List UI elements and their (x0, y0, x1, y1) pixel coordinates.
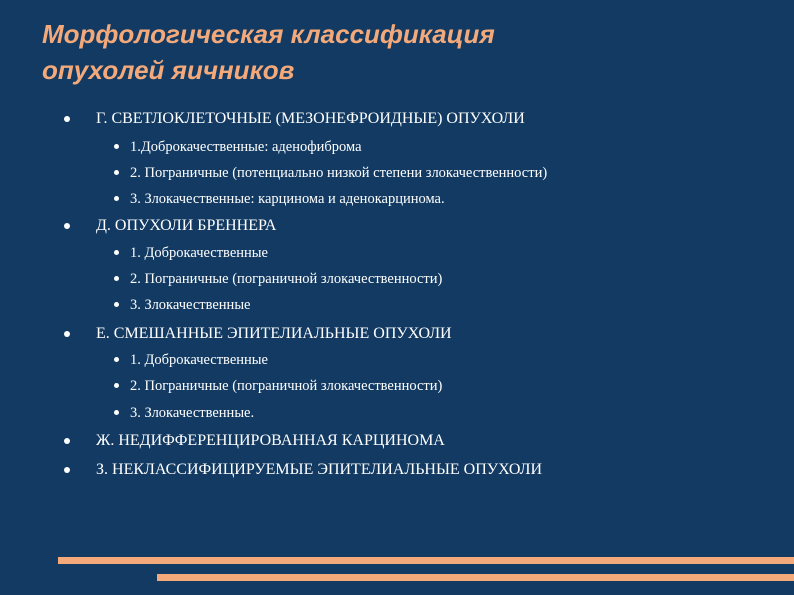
sub-item (130, 270, 442, 288)
list-item-e (96, 324, 452, 344)
sub-item (130, 244, 268, 262)
list-item-label: Ж. НЕДИФФЕРЕНЦИРОВАННАЯ КАРЦИНОМА (96, 432, 445, 449)
sub-item-label: 2. Пограничные (пограничной злокачественности) (130, 378, 443, 394)
bullet-icon (64, 438, 70, 444)
list-item-z (96, 460, 542, 480)
list-item-d (96, 216, 276, 236)
slide-title-line-2: опухолей яичников (42, 55, 295, 85)
list-item-g (96, 109, 525, 129)
list-item-label: Г. СВЕТЛОКЛЕТОЧНЫЕ (МЕЗОНЕФРОИДНЫЕ) ОПУХОЛИ (96, 110, 525, 127)
sub-item-label: 1. Доброкачественные (130, 245, 268, 261)
bullet-icon (64, 331, 70, 337)
list-item-label: Д. ОПУХОЛИ БРЕННЕРА (96, 217, 277, 234)
decorative-bar-lower (157, 574, 794, 581)
list-item-zh (96, 431, 445, 451)
bullet-icon (114, 144, 119, 149)
slide-title (42, 16, 742, 88)
bullet-icon (114, 302, 119, 307)
sub-item-label: 3. Злокачественные. (130, 405, 255, 421)
sub-item (130, 164, 547, 182)
sub-item (130, 296, 251, 314)
bullet-icon (64, 467, 70, 473)
sub-item-label: 2. Пограничные (пограничной злокачественности) (130, 271, 443, 287)
sub-item-label: 2. Пограничные (потенциально низкой степени злокачественности) (130, 165, 548, 181)
bullet-icon (114, 250, 119, 255)
bullet-icon (114, 276, 119, 281)
sub-item-label: 1. Доброкачественные (130, 352, 268, 368)
sub-item (130, 351, 268, 369)
slide-title-line-1: Морфологическая классификация (42, 19, 495, 49)
bullet-icon (64, 223, 70, 229)
list-item-label: З. НЕКЛАССИФИЦИРУЕМЫЕ ЭПИТЕЛИАЛЬНЫЕ ОПУХОЛИ (96, 461, 543, 478)
bullet-icon (114, 196, 119, 201)
sub-item (130, 377, 442, 395)
bullet-icon (64, 116, 70, 122)
decorative-bar-upper (58, 557, 794, 564)
sub-item-label: 3. Злокачественные: карцинома и аденокарцинома. (130, 191, 445, 207)
bullet-icon (114, 383, 119, 388)
bullet-icon (114, 357, 119, 362)
bullet-icon (114, 410, 119, 415)
sub-item-label: 3. Злокачественные (130, 297, 251, 313)
sub-item (130, 190, 445, 208)
sub-item (130, 138, 362, 156)
sub-item (130, 404, 254, 422)
bullet-icon (114, 170, 119, 175)
sub-item-label: 1.Доброкачественные: аденофиброма (130, 139, 362, 155)
list-item-label: Е. СМЕШАННЫЕ ЭПИТЕЛИАЛЬНЫЕ ОПУХОЛИ (96, 325, 452, 342)
